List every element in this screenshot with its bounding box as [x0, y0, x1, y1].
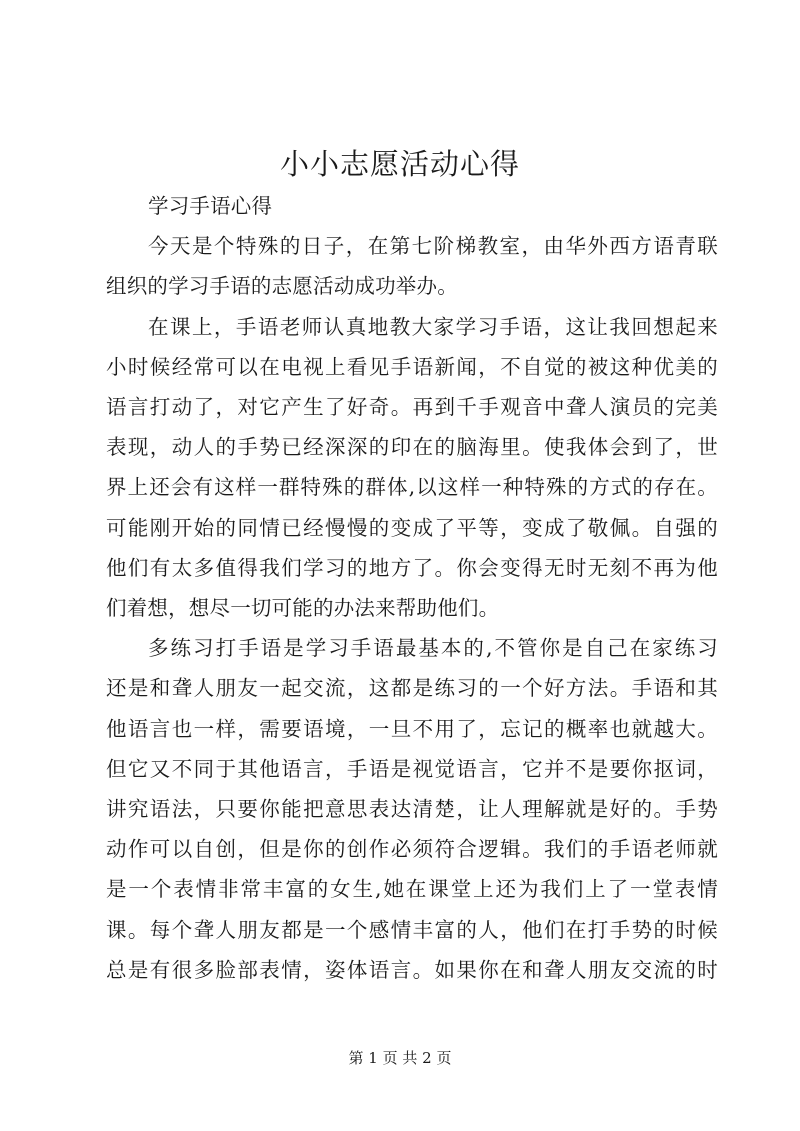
document-title: 小小志愿活动心得	[279, 147, 520, 181]
text-line: 但它又不同于其他语言，手语是视觉语言，它并不是要你抠词，	[106, 756, 718, 781]
text-line: 语言打动了，对它产生了好奇。再到千手观音中聋人演员的完美	[106, 395, 718, 420]
text-line: 总是有很多脸部表情，姿体语言。如果你在和聋人朋友交流的时	[106, 957, 718, 982]
paragraph-subtitle	[106, 186, 718, 226]
text-line: 可能刚开始的同情已经慢慢的变成了平等，变成了敬佩。自强的	[106, 515, 718, 540]
text-line: 讲究语法，只要你能把意思表达清楚，让人理解就是好的。手势	[106, 797, 718, 822]
text-line: 他语言也一样，需要语境，一旦不用了，忘记的概率也就越大。	[106, 716, 718, 741]
text-line: 界上还会有这样一群特殊的群体,以这样一种特殊的方式的存在。	[106, 475, 718, 500]
text-line: 他们有太多值得我们学习的地方了。你会变得无时无刻不再为他	[106, 555, 718, 580]
text-line: 学习手语心得	[148, 194, 273, 218]
text-line: 今天是个特殊的日子，在第七阶梯教室，由华外西方语青联	[148, 234, 718, 259]
text-line: 课。每个聋人朋友都是一个感情丰富的人，他们在打手势的时候	[106, 917, 718, 942]
text-line: 动作可以自创，但是你的创作必须符合逻辑。我们的手语老师就	[106, 837, 718, 862]
text-line: 表现，动人的手势已经深深的印在的脑海里。使我体会到了，世	[106, 435, 718, 460]
text-line: 多练习打手语是学习手语最基本的,不管你是自己在家练习	[148, 636, 718, 661]
paragraph	[106, 307, 718, 629]
text-line: 们着想，想尽一切可能的办法来帮助他们。	[106, 596, 500, 621]
text-line: 还是和聋人朋友一起交流，这都是练习的一个好方法。手语和其	[106, 676, 718, 701]
text-line: 组织的学习手语的志愿活动成功举办。	[106, 274, 458, 299]
document-body	[106, 186, 718, 990]
text-line: 在课上，手语老师认真地教大家学习手语，这让我回想起来	[148, 314, 718, 339]
paragraph	[106, 628, 718, 990]
page-number-footer: 第 1 页 共 2 页	[348, 1049, 452, 1067]
paragraph	[106, 226, 718, 306]
text-line: 是一个表情非常丰富的女生,她在课堂上还为我们上了一堂表情	[106, 877, 718, 902]
text-line: 小时候经常可以在电视上看见手语新闻，不自觉的被这种优美的	[106, 354, 718, 379]
